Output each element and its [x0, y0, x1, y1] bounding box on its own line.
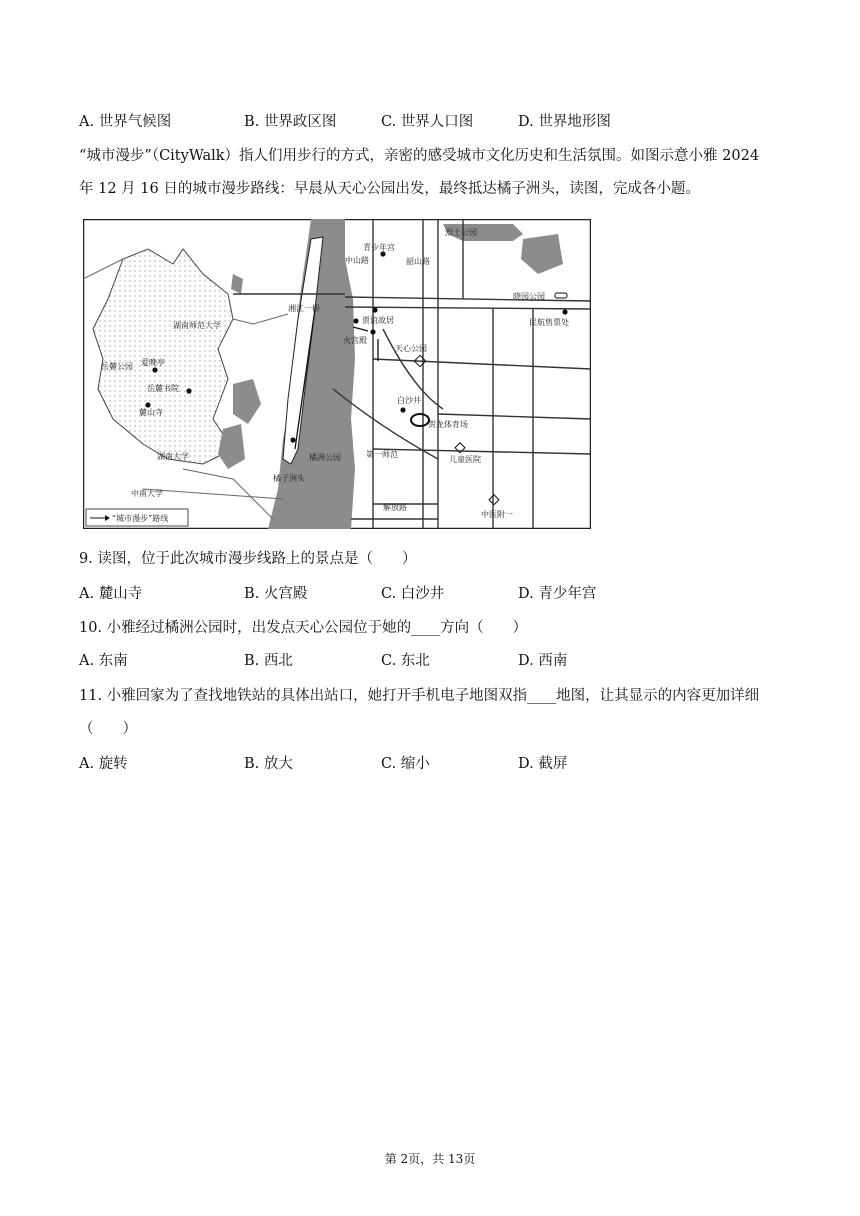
q9-stem: 9. 读图，位于此次城市漫步线路上的景点是（ ）: [79, 551, 417, 567]
label-hunan-normal: 湖南师范大学: [173, 321, 221, 330]
label-minhang: 民航售票处: [529, 318, 569, 327]
label-lieshi: 烈士公园: [445, 228, 477, 237]
label-helong: 贺龙体育场: [428, 420, 468, 429]
q10-option-a: A. 东南: [79, 653, 128, 669]
label-jiayi: 贾谊故居: [362, 316, 394, 325]
label-yuelu-park: 岳麓公园: [101, 362, 133, 371]
q11-option-d: D. 截屏: [518, 756, 568, 772]
q11-option-a: A. 旋转: [79, 756, 128, 772]
prev-option-d: D. 世界地形图: [518, 114, 611, 130]
label-xiaoyuan: 晓园公园: [513, 292, 545, 301]
label-aiwanting: 爱晚亭: [141, 358, 165, 367]
label-juzhou-park: 橘洲公园: [309, 453, 341, 462]
label-yuelu-academy: 岳麓书院: [147, 384, 179, 393]
label-baishajing: 白沙井: [397, 396, 421, 405]
q10-option-b: B. 西北: [244, 653, 293, 669]
intro-line-2: 年 12 月 16 日的城市漫步路线：早晨从天心公园出发，最终抵达橘子洲头，读图，完成各小题。: [79, 181, 700, 197]
prev-option-b: B. 世界政区图: [244, 114, 337, 130]
q11-option-c: C. 缩小: [381, 756, 430, 772]
q11-option-b: B. 放大: [244, 756, 293, 772]
prev-option-c: C. 世界人口图: [381, 114, 474, 130]
label-diyishifan: 第一师范: [366, 450, 398, 459]
q11-stem-continued: （ ）: [79, 721, 137, 737]
label-ertong: 儿童医院: [449, 455, 481, 464]
label-shaoshan-road: 韶山路: [406, 257, 430, 266]
label-qingshaonian: 青少年宫: [363, 243, 395, 252]
label-lushan-temple: 麓山寺: [139, 408, 163, 417]
q10-stem: 10. 小雅经过橘洲公园时，出发点天心公园位于她的____方向（ ）: [79, 620, 528, 636]
label-huogong: 火宫殿: [343, 336, 367, 345]
label-jiefang-road: 解放路: [383, 503, 407, 512]
intro-line-1: “城市漫步”（CityWalk）指人们用步行的方式，亲密的感受城市文化历史和生活氛围。如图示意小雅 2024: [79, 148, 760, 164]
q10-option-c: C. 东北: [381, 653, 430, 669]
q9-option-a: A. 麓山寺: [79, 586, 143, 602]
q10-option-d: D. 西南: [518, 653, 568, 669]
label-zhongshan-road: 中山路: [345, 256, 369, 265]
label-hunan-university: 湖南大学: [157, 452, 189, 461]
label-central-south: 中南大学: [131, 489, 163, 498]
q9-option-d: D. 青少年宫: [518, 586, 597, 602]
label-tianxin: 天心公园: [395, 344, 427, 353]
label-juzi-zhoutou: 橘子洲头: [273, 474, 305, 483]
city-walk-map: [83, 219, 591, 529]
q9-option-c: C. 白沙井: [381, 586, 445, 602]
label-xiangjiang-bridge: 湘江一桥: [288, 304, 320, 313]
map-legend: “城市漫步”路线: [112, 514, 169, 523]
q11-stem: 11. 小雅回家为了查找地铁站的具体出站口，她打开手机电子地图双指____地图，让其显示的内容更加详细: [79, 688, 760, 704]
prev-option-a: A. 世界气候图: [79, 114, 172, 130]
q9-option-b: B. 火宫殿: [244, 586, 308, 602]
label-zhongyi: 中医附一: [481, 510, 513, 519]
page-footer: 第 2页，共 13页: [384, 1152, 476, 1166]
